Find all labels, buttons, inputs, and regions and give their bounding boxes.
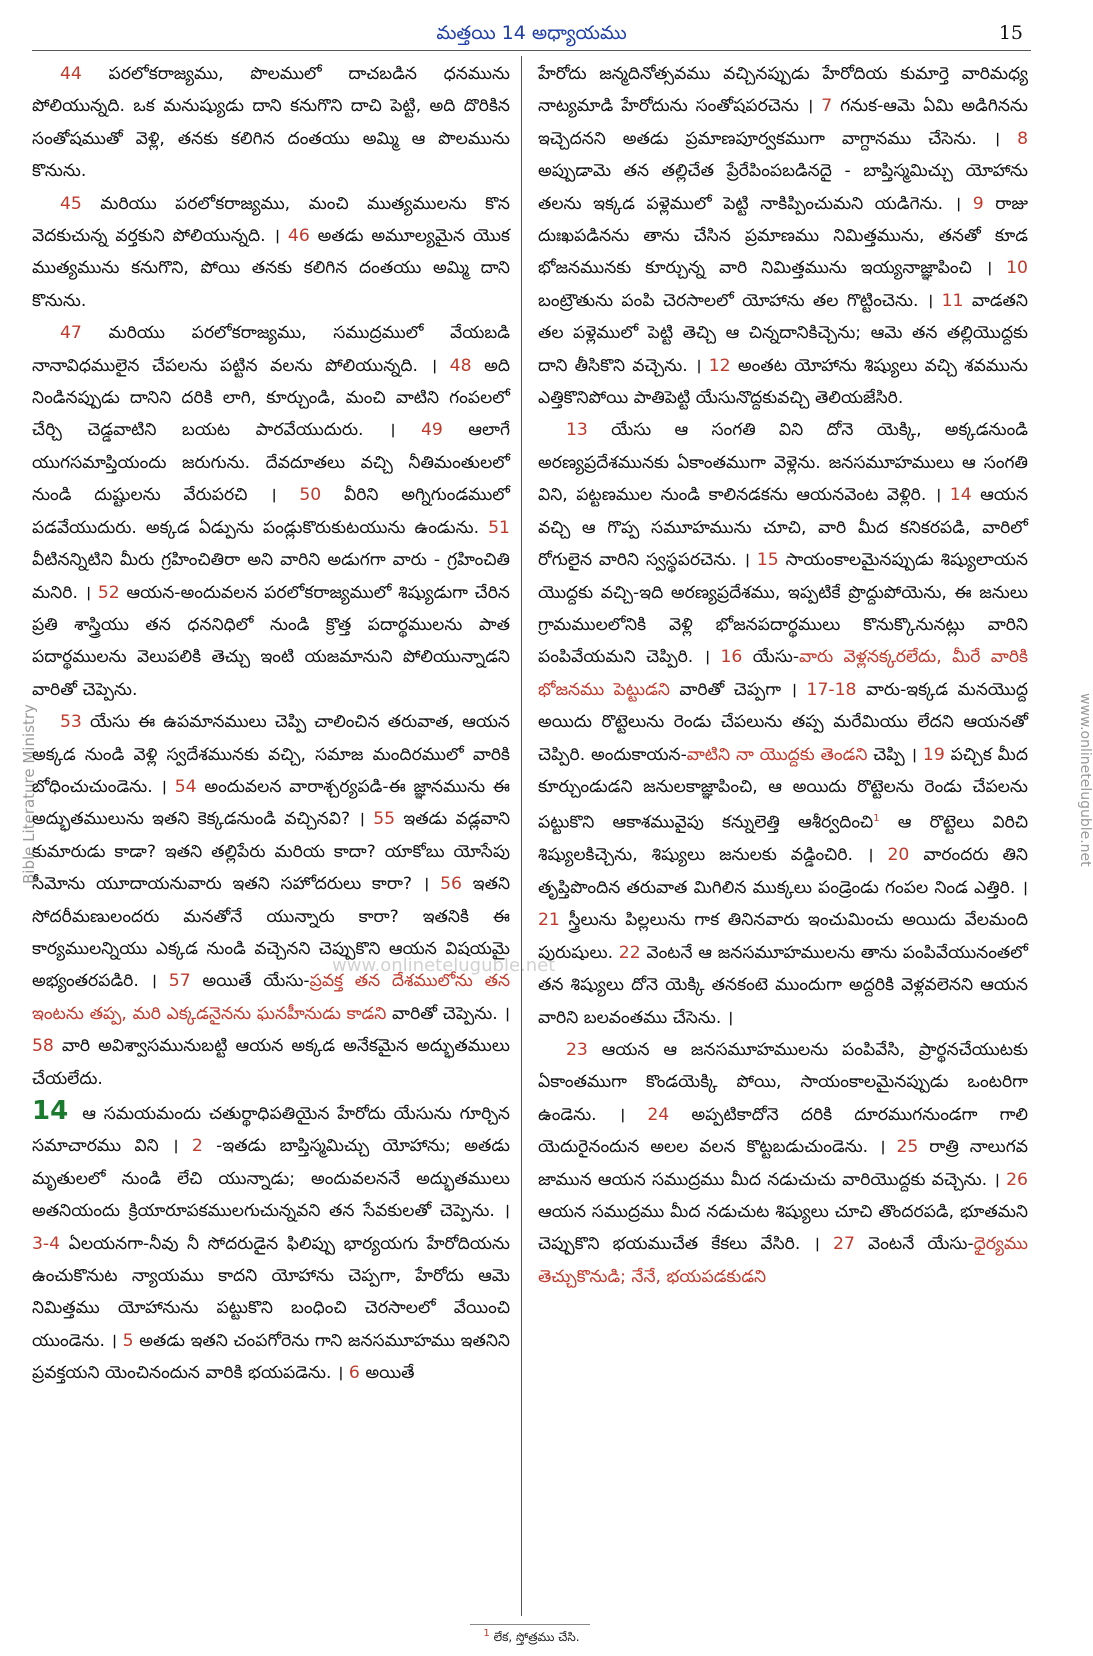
verse-number: 46: [287, 226, 310, 247]
verse-number: 51: [488, 517, 510, 538]
verse-number: 8: [1017, 128, 1029, 149]
verse-text: రాజు దుఃఖపడినను తాను చేసిన ప్రమాణము నిమిత్తమును, తనతో కూడ భోజనమునకు కూర్చున్న వారి నిమిత్తమును ఇయ్యనాజ్ఞాపించి ।: [538, 193, 1028, 279]
verse-number: 25: [896, 1137, 919, 1158]
verse-text: ఇతని సోదరీమణులందరు మనతోనే యున్నారు కారా? ఇతనికి ఈ కార్యములన్నియు ఎక్కడ నుండి వచ్చెనని చెప్పుకొని ఆయన విషయమై అభ్యంతరపడిరి. ।: [32, 874, 511, 992]
right-column: [538, 58, 1028, 1293]
words-of-jesus: వారు వెళ్లనక్కరలేదు, మీరే వారికి భోజనము పెట్టుడని: [538, 647, 1028, 700]
verse-number: 55: [373, 809, 396, 830]
verse-number: 12: [708, 355, 731, 376]
footnote-text: లేక, స్తోత్రము చేసి.: [489, 1630, 580, 1644]
paragraph: [32, 706, 510, 1095]
verse-text: వారి అవిశ్వాసమునుబట్టి ఆయన అక్కడ అనేకమైన అద్భుతములు చేయలేదు.: [32, 1036, 511, 1089]
verse-text: అయితే యేసు-: [202, 971, 310, 992]
page-number: 15: [998, 22, 1023, 44]
verse-number: 24: [647, 1104, 670, 1125]
verse-text: వెంటనే యేసు-: [868, 1234, 974, 1255]
watermark-center: www.onlineteluguble.net: [332, 955, 556, 976]
verse-number: 27: [833, 1234, 855, 1255]
words-of-jesus: ధైర్యము తెచ్చుకొనుడి; నేనే, భయపడకుడని: [538, 1234, 1029, 1287]
verse-number: 14: [949, 485, 972, 506]
verse-number: 15: [756, 550, 779, 571]
verse-text: ఆ సమయమందు చతుర్థాధిపతియైన హేరోదు యేసును గూర్చిన సమాచారము విని ।: [32, 1104, 510, 1157]
verse-text-after: వారితో చెప్పగా ।: [669, 679, 798, 700]
chapter-14-opening: [32, 1095, 510, 1390]
words-of-jesus: వాటిని నా యొద్దకు తెండని: [686, 744, 868, 765]
paragraph: [538, 1034, 1028, 1293]
verse-number: 47: [60, 323, 82, 344]
footnote: [0, 1628, 1063, 1647]
verse-text: ఆయన-అందువలన పరలోకరాజ్యములో శిష్యుడుగా చేరిన ప్రతి శాస్త్రియు తన ధననిధిలో నుండి క్రొత్త పదార్థములను పాత పదార్థములను వెలుపలికి తెచ్చు ఇంటి యజమానుని పోలియున్నాడని వారితో చెప్పెను.: [32, 582, 510, 700]
verse-text: ఆలాగే యుగసమాప్తియందు జరుగును. దేవదూతలు వచ్చి నీతిమంతులలో నుండి దుష్టులను వేరుపరచి ।: [32, 420, 510, 506]
verse-number: 58: [32, 1036, 54, 1057]
chapter-word: అధ్యాయము: [525, 22, 627, 44]
verse-text: అప్పుడామె తన తల్లిచేత ప్రేరేపింపబడినదై - బాప్తిస్మమిచ్చు యోహాను తలను ఇక్కడ పళ్లెములో పెట్టి నాకిప్పించుమని యడిగెను. ।: [538, 161, 1028, 214]
paragraph: [32, 58, 510, 188]
verse-text: వారు-ఇక్కడ మనయొద్ద అయిదు రొట్టెలును రెండు చేపలును తప్ప మరేమియు లేదని ఆయనతో చెప్పిరి. అందుకాయన-: [538, 679, 1028, 765]
verse-number: 45: [60, 193, 82, 214]
watermark-left: Bible Literature Ministry: [20, 704, 38, 884]
verse-number: 49: [420, 420, 443, 441]
verse-number: 48: [449, 355, 472, 376]
words-of-jesus: ప్రవక్త తన దేశములోను తన ఇంటను తప్ప, మరి ఎక్కడనైనను ఘనహీనుడు కాడని: [32, 971, 511, 1024]
verse-text: యేసు ఆ సంగతి విని దోనె యెక్కి, అక్కడనుండి అరణ్యప్రదేశమునకు ఏకాంతముగా వెళ్లెను. జనసమూహములు ఆ సంగతి విని, పట్టణముల నుండి కాలినడకను ఆయనవెంట వెళ్లిరి. ।: [538, 420, 1028, 506]
footnote-rule: [470, 1624, 590, 1625]
footnote-mark: 1: [483, 1628, 490, 1639]
verse-text: అంతట యోహాను శిష్యులు వచ్చి శవమును ఎత్తికొనిపోయి పాతిపెట్టి యేసునొద్దకువచ్చి తెలియజేసిరి.: [538, 355, 1028, 409]
verse-text: అప్పటికాదోనె దరికి దూరముగనుండగా గాలి యెదురైనందున అలల వలన కొట్టబడుచుండెను. ।: [538, 1104, 1028, 1158]
verse-text: అతడు ఇతని చంపగోరెను గాని జనసమూహము ఇతనిని ప్రవక్తయని యెంచినందున వారికి భయపడెను. ।: [32, 1330, 510, 1384]
verse-text: మరియు పరలోకరాజ్యము, సముద్రములో వేయబడి నానావిధములైన చేపలను పట్టిన వలను పోలియున్నది. ।: [32, 323, 510, 376]
verse-number: 20: [887, 845, 910, 866]
verse-number: 44: [60, 64, 82, 84]
chapter-number-large: 14: [32, 1096, 69, 1126]
paragraph: [32, 188, 510, 318]
verse-text: బంట్రౌతును పంపి చెరసాలలో యోహాను తల గొట్టించెను. ।: [538, 290, 934, 311]
verse-text-after: ఆ రొట్టెలు విరిచి శిష్యులకిచ్చెను, శిష్యులు జనులకు వడ్డించిరి. ।: [538, 813, 1029, 866]
verse-number: 16: [720, 647, 743, 668]
verse-number: 3-4: [32, 1233, 61, 1254]
verse-text: వాడతని తల పళ్లెములో పెట్టి తెచ్చి ఆ చిన్నదానికిచ్చెను; ఆమె తన తల్లియొద్దకు దాని తీసికొని వచ్చెను. ।: [538, 290, 1028, 376]
verse-number: 53: [60, 712, 82, 733]
header-rule: [32, 50, 1031, 51]
verse-number: 11: [941, 290, 964, 311]
verse-text: స్త్రీలును పిల్లలును గాక తినినవారు ఇంచుమించు అయిదు వేలమంది పురుషులు.: [538, 910, 1028, 963]
verse-number: 54: [174, 776, 197, 797]
column-divider: [521, 56, 522, 1616]
verse-text: వారందరు తిని తృప్తిపొందిన తరువాత మిగిలిన ముక్కలు పండ్రెండు గంపల నిండ ఎత్తిరి. ।: [538, 845, 1028, 898]
verse-number: 7: [821, 96, 833, 117]
verse-text: ఏలయనగా-నీవు నీ సోదరుడైన ఫిలిప్పు భార్యయగు హేరోదియను ఉంచుకొనుట న్యాయము కాదని యోహాను చెప్పగా, హేరోదు ఆమె నిమిత్తము యోహానును పట్టుకొని బంధించి చెరసాలలో వేయించి యుండెను. ।: [32, 1233, 510, 1351]
verse-text-after: చెప్పి ।: [867, 744, 918, 765]
verse-text: రాత్రి నాలుగవ జామున ఆయన సముద్రము మీద నడుచుచు వారియొద్దకు వచ్చెను. ।: [538, 1137, 1028, 1190]
verse-text: -ఇతడు బాప్తిస్మమిచ్చు యోహాను; అతడు మృతులలో నుండి లేచి యున్నాడు; అందువలననే అద్భుతములు అతనియందు క్రియారూపకములగుచున్నవని తన సేవకులతో చెప్పెను. ।: [32, 1136, 510, 1222]
verse-text: అది నిండినప్పుడు దానిని దరికి లాగి, కూర్చుండి, మంచి వాటిని గంపలలో చేర్చి చెడ్డవాటిని బయట పారవేయుదురు. ।: [32, 355, 511, 441]
chapter-number: 14: [501, 22, 526, 44]
verse-number: 21: [538, 910, 560, 931]
verse-text: పరలోకరాజ్యము, పొలములో దాచబడిన ధనమును పోలియున్నది. ఒక మనుష్యుడు దాని కనుగొని దాచి పెట్టి, అది దొరికిన సంతోషముతో వెళ్లి, తనకు కలిగిన దంతయు అమ్మి ఆ పొలమును కొనును.: [32, 64, 510, 182]
verse-number: 2: [191, 1136, 203, 1157]
verse-number: 56: [440, 874, 462, 895]
verse-number: 50: [299, 485, 322, 506]
page-header: [0, 22, 1063, 52]
verse-text: అతడు అమూల్యమైన యొక ముత్యమును కనుగొని, పోయి తనకు కలిగిన దంతయు అమ్మి దాని కొనును.: [32, 226, 511, 311]
verse-text: ఆయన వచ్చి ఆ గొప్ప సమూహమును చూచి, వారి మీద కనికరపడి, వారిలో రోగులైన వారిని స్వస్థపరచెను. ।: [538, 485, 1029, 571]
verse-text: గనుక-ఆమె ఏమి అడిగినను ఇచ్చెదనని అతడు ప్రమాణపూర్వకముగా వాగ్దానము చేసెను. ।: [538, 96, 1028, 149]
chapter-title: [0, 22, 1063, 49]
paragraph: [538, 58, 1028, 414]
verse-number: 26: [1006, 1169, 1028, 1190]
verse-text: వీరిని అగ్నిగుండములో పడవేయుదురు. అక్కడ ఏడ్పును పండ్లుకొరుకుటయును ఉండును.: [32, 485, 510, 538]
verse-number: 9: [972, 193, 984, 214]
verse-text-after: వారితో చెప్పెను. ।: [386, 1003, 510, 1024]
verse-text: ఆయన ఆ జనసమూహములను పంపివేసి, ప్రార్థనచేయుటకు ఏకాంతముగా కొండయెక్కి పోయి, సాయంకాలమైనప్పుడు ఒంటరిగా ఉండెను. ।: [538, 1039, 1028, 1125]
verse-text: వీటినన్నిటిని మీరు గ్రహించితిరా అని వారిని అడుగగా వారు - గ్రహించితి మనిరి. ।: [32, 550, 510, 603]
verse-number: 23: [566, 1039, 588, 1060]
left-column: [32, 58, 510, 1390]
verse-number: 5: [122, 1330, 134, 1351]
verse-text: ఆయన సముద్రము మీద నడుచుట శిష్యులు చూచి తొందరపడి, భూతమని చెప్పుకొని భయముచేత కేకలు వేసిరి. ।: [538, 1201, 1028, 1255]
verse-number: 52: [97, 582, 120, 603]
verse-text: వెంటనే ఆ జనసమూహములను తాను పంపివేయునంతలో తన శిష్యులు దోనె యెక్కి తనకంటె ముందుగా అద్దరికి వెళ్లవలెనని ఆయన వారిని బలవంతము చేసెను. ।: [538, 942, 1028, 1028]
verse-text: హేరోదు జన్మదినోత్సవము వచ్చినప్పుడు హేరోదియ కుమార్తె వారిమధ్య నాట్యమాడి హేరోదును సంతోషపరచెను ।: [538, 64, 1028, 117]
footnote-ref: 1: [873, 813, 880, 825]
verse-number: 6: [348, 1363, 360, 1384]
verse-text: అందువలన వారాశ్చర్యపడి-ఈ జ్ఞానమును ఈ అద్భుతములును ఇతని కెక్కడనుండి వచ్చినవి? ।: [32, 776, 510, 830]
verse-number: 22: [618, 942, 641, 963]
watermark-right: www.onlineteluguble.net: [1077, 693, 1093, 867]
verse-number: 19: [922, 744, 945, 765]
verse-number: 10: [1006, 258, 1028, 279]
verse-text: అయితే: [365, 1363, 415, 1384]
verse-text: సాయంకాలమైనప్పుడు శిష్యులాయన యొద్దకు వచ్చి-ఇది అరణ్యప్రదేశము, ఇప్పటికే ప్రొద్దుపోయెను, ఈ జనులు గ్రామములలోనికి వెళ్లి భోజనపదార్థములు కొనుక్కొనునట్లు వారిని పంపివేయమని చెప్పిరి. ।: [538, 550, 1028, 668]
verse-text: యేసు ఈ ఉపమానములు చెప్పి చాలించిన తరువాత, ఆయన అక్కడ నుండి వెళ్లి స్వదేశమునకు వచ్చి, సమాజ మందిరములో వారికి బోధించుచుండెను. ।: [32, 712, 511, 797]
verse-number: 13: [566, 420, 588, 441]
verse-number: 17-18: [806, 679, 857, 700]
verse-text: పచ్చిక మీద కూర్చుండుడని జనులకాజ్ఞాపించి, ఆ అయిదు రొట్టెలను రెండు చేపలను పట్టుకొని ఆకాశమువైపు కన్నులెత్తి ఆశీర్వదించి: [538, 744, 1028, 834]
paragraph: [538, 414, 1028, 1033]
book-name: మత్తయి: [436, 22, 502, 44]
verse-text: ఇతడు వడ్లవాని కుమారుడు కాడా? ఇతని తల్లిపేరు మరియ కాదా? యాకోబు యోసేపు సీమోను యూదాయనువారు ఇతని సహోదరులు కారా? ।: [32, 809, 511, 895]
verse-text: యేసు-: [752, 647, 800, 668]
verse-number: 57: [168, 971, 191, 992]
paragraph: [32, 317, 510, 706]
verse-text: మరియు పరలోకరాజ్యము, మంచి ముత్యములను కొన వెదకుచున్న వర్తకుని పోలియున్నది. ।: [32, 193, 510, 247]
